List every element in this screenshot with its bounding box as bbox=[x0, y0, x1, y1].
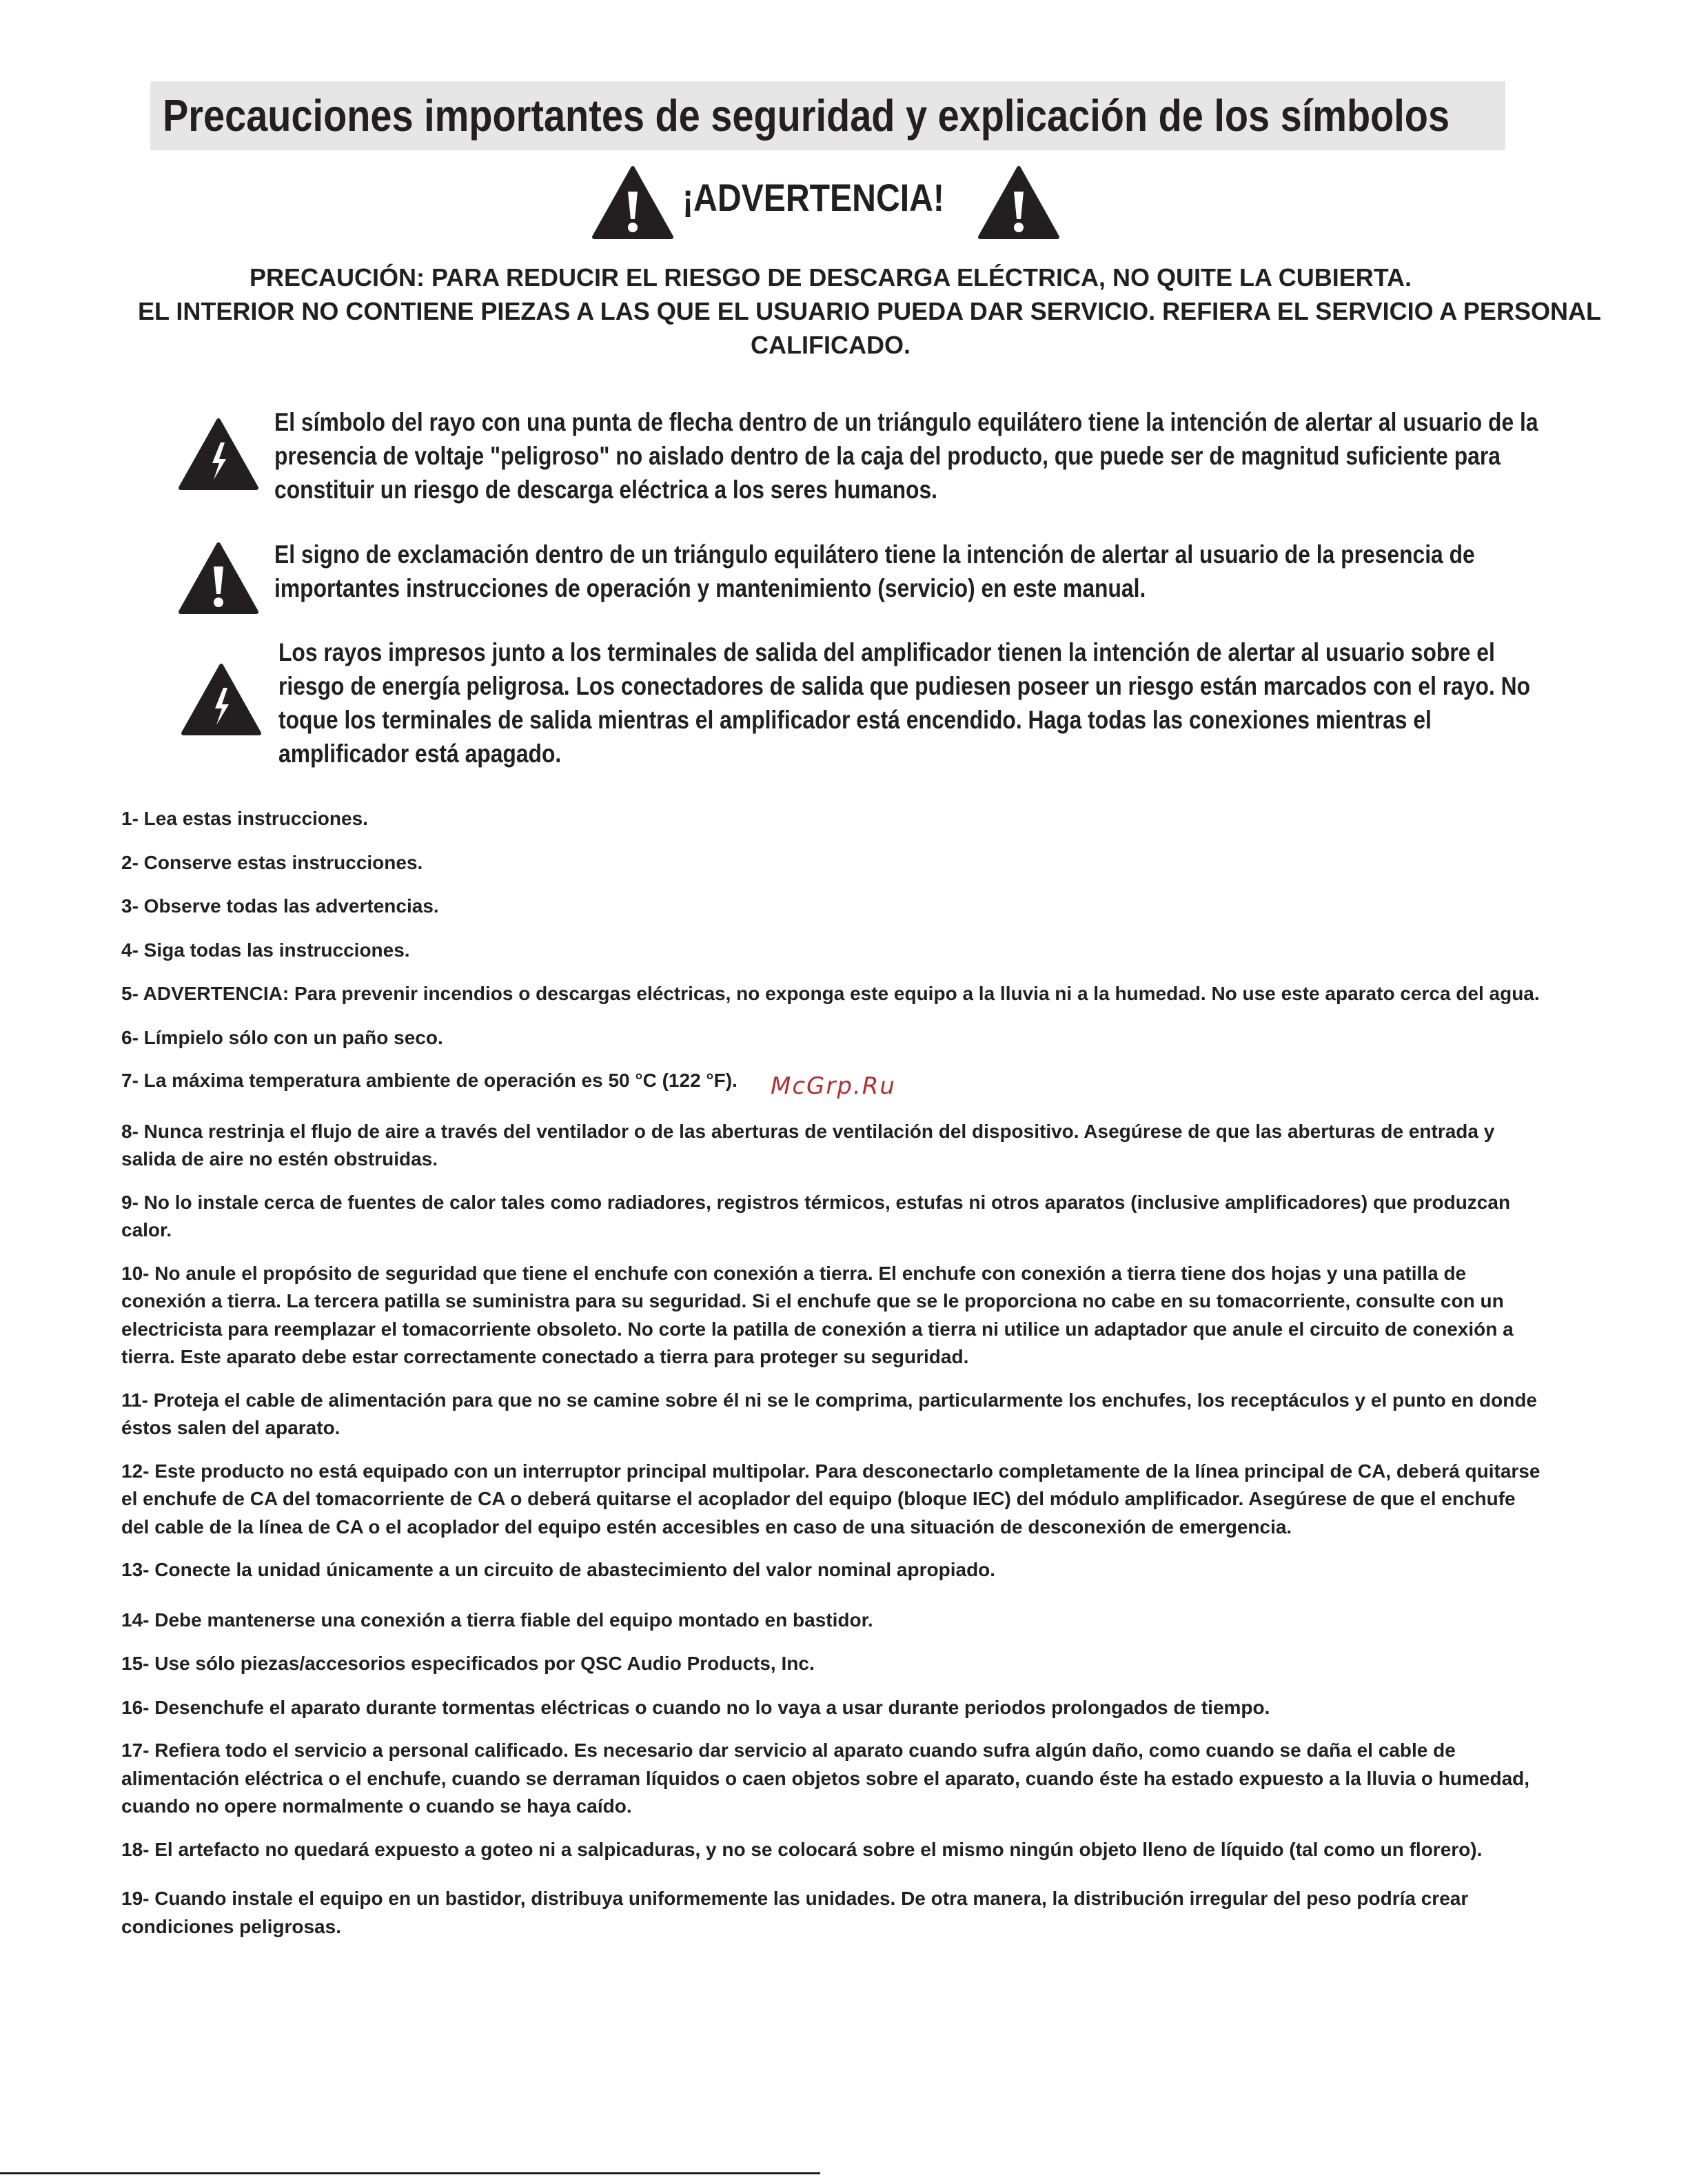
list-item: 19- Cuando instale el equipo en un bastidor, distribuya uniformemente las unidades. De otra manera, la distribución irregular del peso podría crear condiciones peligrosas. bbox=[121, 1888, 1469, 1937]
list-item: 14- Debe mantenerse una conexión a tierra fiable del equipo montado en bastidor. bbox=[121, 1609, 873, 1631]
exclamation-triangle-icon bbox=[591, 165, 674, 240]
lightning-triangle-icon bbox=[181, 663, 262, 736]
list-item: 15- Use sólo piezas/accesorios especificados por QSC Audio Products, Inc. bbox=[121, 1653, 815, 1674]
exclamation-triangle-icon bbox=[178, 542, 259, 615]
list-item: 18- El artefacto no quedará expuesto a goteo ni a salpicaduras, y no se colocará sobre el mismo ningún objeto lleno de líquido (tal como un florero). bbox=[121, 1838, 1483, 1860]
list-item: 7- La máxima temperatura ambiente de operación es 50 °C (122 °F). bbox=[121, 1070, 738, 1091]
list-item: 4- Siga todas las instrucciones. bbox=[121, 939, 410, 961]
caution-line: PRECAUCIÓN: PARA REDUCIR EL RIESGO DE DESCARGA ELÉCTRICA, NO QUITE LA CUBIERTA. bbox=[249, 263, 1412, 292]
list-item: 9- No lo instale cerca de fuentes de calor tales como radiadores, registros térmicos, estufas ni otros aparatos (inclusive amplificadores) que produzcan calor. bbox=[121, 1191, 1511, 1241]
caution-statement bbox=[138, 261, 1601, 362]
list-item: 12- Este producto no está equipado con un interruptor principal multipolar. Para desconectarlo completamente de la línea principal de CA, deberá quitarse el enchufe de CA del tomacorriente de CA o deberá quitarse el acoplador del equipo (bloque IEC) del módulo amplificador. Asegúrese de que el enchufe del cable de la línea de CA o el acoplador del equipo estén accesibles en caso de una situación de desconexión de emergencia. bbox=[121, 1460, 1540, 1538]
list-item: 8- Nunca restrinja el flujo de aire a través del ventilador o de las aberturas de ventilación del dispositivo. Asegúrese de que las aberturas de entrada y salida de aire no estén obstruidas. bbox=[121, 1120, 1495, 1170]
list-item: 11- Proteja el cable de alimentación para que no se camine sobre él ni se le comprima, particularmente los enchufes, los receptáculos y el punto en donde éstos salen del aparato. bbox=[121, 1389, 1537, 1438]
watermark: McGrp.Ru bbox=[771, 1072, 896, 1100]
page-title: Precauciones importantes de seguridad y explicación de los símbolos bbox=[163, 90, 1450, 141]
instruction-list bbox=[121, 805, 1547, 1941]
list-item: 3- Observe todas las advertencias. bbox=[121, 895, 439, 917]
caution-line: EL INTERIOR NO CONTIENE PIEZAS A LAS QUE EL USUARIO PUEDA DAR SERVICIO. REFIERA EL SERVICIO A PERSONAL bbox=[138, 297, 1601, 325]
list-item: 16- Desenchufe el aparato durante tormentas eléctricas o cuando no lo vaya a usar durante periodos prolongados de tiempo. bbox=[121, 1696, 1270, 1718]
list-item: 13- Conecte la unidad únicamente a un circuito de abastecimiento del valor nominal apropiado. bbox=[121, 1559, 996, 1580]
bottom-divider bbox=[0, 2172, 820, 2174]
list-item: 17- Refiera todo el servicio a personal calificado. Es necesario dar servicio al aparato cuando sufra algún daño, como cuando se daña el cable de alimentación eléctrica o el enchufe, cuando se derraman líquidos o caen objetos sobre el aparato, cuando éste ha estado expuesto a la lluvia o humedad, cuando no opere normalmente o cuando se haya caído. bbox=[121, 1739, 1530, 1817]
symbol-text: El símbolo del rayo con una punta de flecha dentro de un triángulo equilátero tiene la intención de alertar al usuario de la presencia de voltaje "peligroso" no aislado dentro de la caja del producto, que puede ser de magnitud suficiente para constituir un riesgo de descarga eléctrica a los seres humanos. bbox=[274, 408, 1538, 504]
list-item: 5- ADVERTENCIA: Para prevenir incendios o descargas eléctricas, no exponga este equipo a la lluvia ni a la humedad. No use este aparato cerca del agua. bbox=[121, 983, 1540, 1004]
list-item: 10- No anule el propósito de seguridad que tiene el enchufe con conexión a tierra. El enchufe con conexión a tierra tiene dos hojas y una patilla de conexión a tierra. La tercera patilla se suministra para su seguridad. Si el enchufe que se le proporciona no cabe en su tomacorriente, consulte con un electricista para reemplazar el tomacorriente obsoleto. No corte la patilla de conexión a tierra ni utilice un adaptador que anule el circuito de conexión a tierra. Este aparato debe estar correctamente conectado a tierra para proteger su seguridad. bbox=[121, 1262, 1514, 1367]
symbol-text: El signo de exclamación dentro de un triángulo equilátero tiene la intención de alertar al usuario de la presencia de importantes instrucciones de operación y mantenimiento (servicio) en este manual. bbox=[274, 540, 1475, 602]
list-item: 1- Lea estas instrucciones. bbox=[121, 808, 368, 829]
caution-line: CALIFICADO. bbox=[751, 331, 911, 359]
warning-heading: ¡ADVERTENCIA! bbox=[682, 176, 944, 219]
symbol-text: Los rayos impresos junto a los terminales de salida del amplificador tienen la intención de alertar al usuario sobre el riesgo de energía peligrosa. Los conectadores de salida que pudiesen poseer un riesgo están marcados con el rayo. No toque los terminales de salida mientras el amplificador está encendido. Haga todas las conexiones mientras el amplificador está apagado. bbox=[278, 638, 1531, 768]
title-bar bbox=[150, 81, 1505, 150]
exclamation-triangle-icon bbox=[977, 165, 1060, 240]
list-item: 6- Límpielo sólo con un paño seco. bbox=[121, 1026, 443, 1048]
list-item: 2- Conserve estas instrucciones. bbox=[121, 851, 423, 873]
lightning-triangle-icon bbox=[178, 418, 259, 491]
